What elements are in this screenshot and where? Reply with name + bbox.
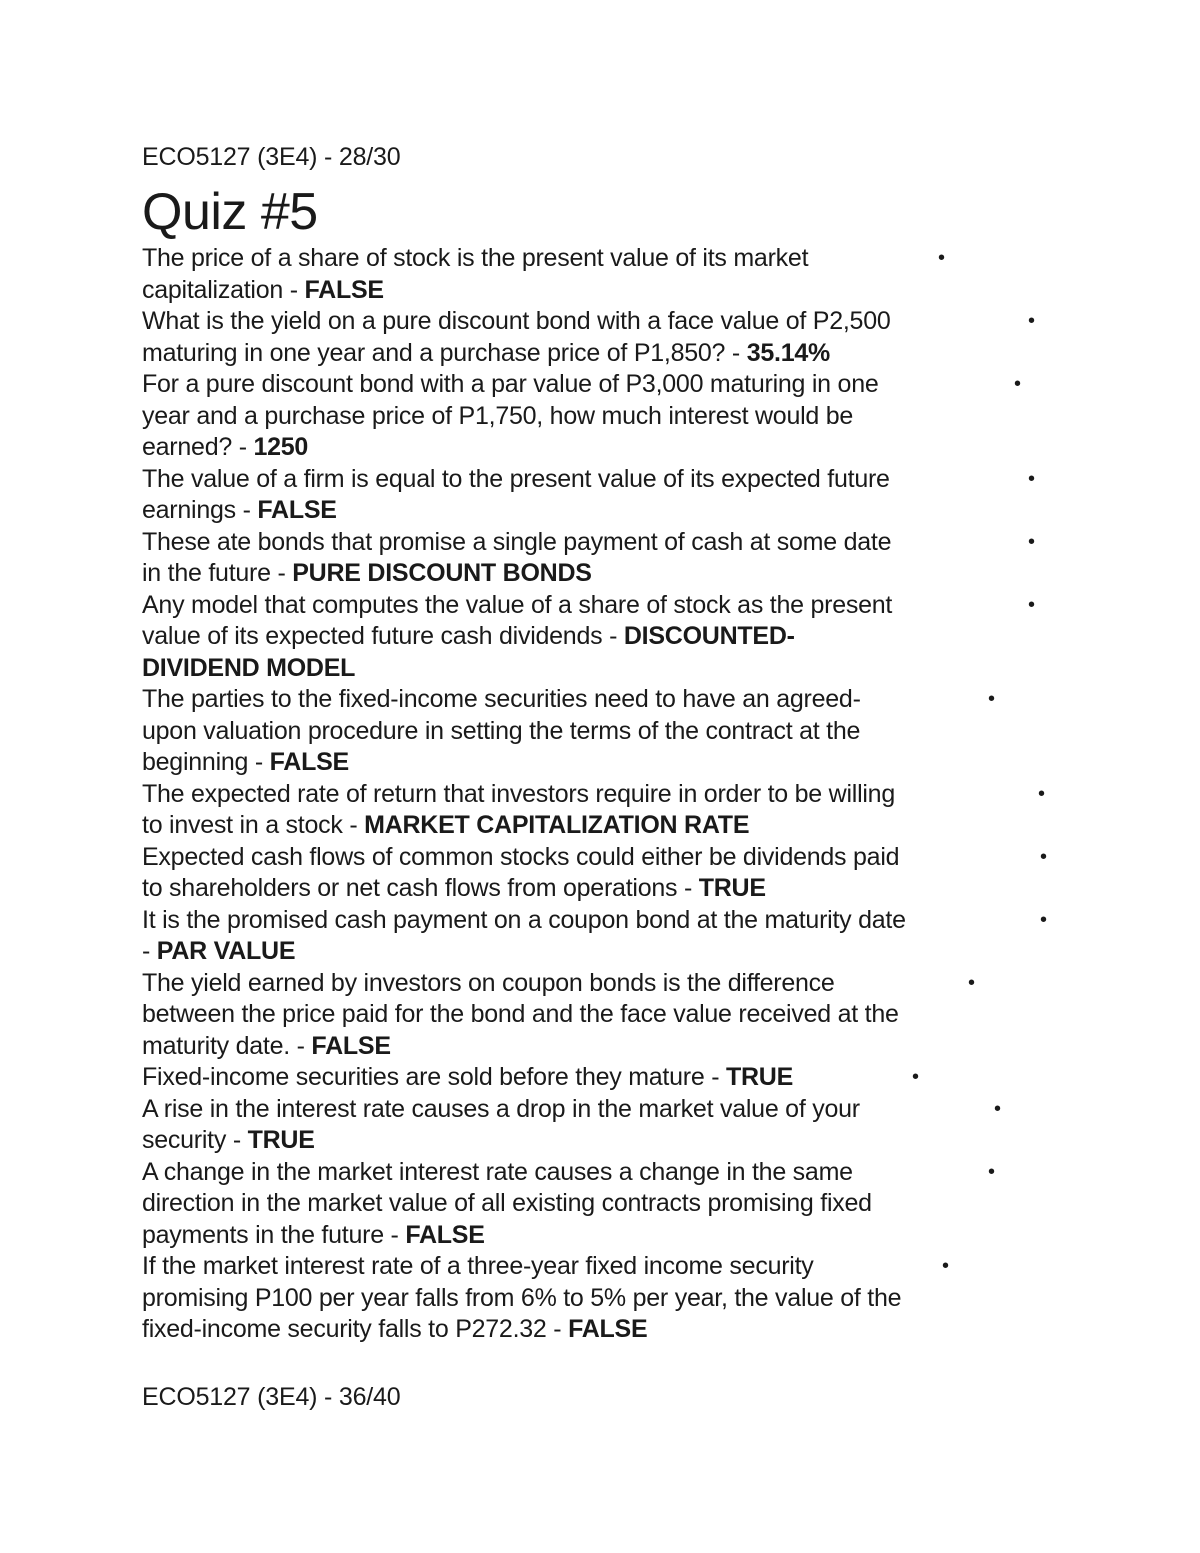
bullet-icon: •: [1028, 310, 1035, 332]
question-line: capitalization -: [142, 275, 305, 304]
question-line: between the price paid for the bond and the face value received at the: [142, 1000, 899, 1028]
answer-text: PURE DISCOUNT BONDS: [292, 559, 592, 587]
answer-text: 1250: [253, 433, 309, 461]
question-text: [142, 842, 1062, 905]
question-line: The value of a firm is equal to the present value of its expected future: [142, 464, 890, 493]
question-line: -: [142, 937, 157, 965]
question-text: [142, 905, 1062, 968]
question-line: beginning -: [142, 748, 270, 776]
question-line: The yield earned by investors on coupon bonds is the difference: [142, 968, 835, 997]
question-line: It is the promised cash payment on a coupon bond at the maturity date: [142, 905, 906, 934]
question-line: A rise in the interest rate causes a drop in the market value of your: [142, 1094, 860, 1123]
answer-text: FALSE: [311, 1031, 391, 1060]
question-line: If the market interest rate of a three-year fixed income security: [142, 1252, 814, 1280]
bullet-icon: •: [968, 971, 975, 994]
question-line: The price of a share of stock is the present value of its market: [142, 244, 809, 272]
question-line: to shareholders or net cash flows from operations -: [142, 874, 699, 902]
question-line: maturing in one year and a purchase price of P1,850? -: [142, 338, 747, 367]
list-item: [142, 1157, 1062, 1252]
question-text: [142, 779, 1062, 842]
bullet-icon: •: [1028, 530, 1035, 553]
answer-text: DISCOUNTED- DIVIDEND MODEL: [142, 622, 795, 682]
question-line: These ate bonds that promise a single payment of cash at some date: [142, 527, 892, 556]
question-text: [142, 1251, 1062, 1346]
question-line: promising P100 per year falls from 6% to 5% per year, the value of the: [142, 1283, 902, 1312]
question-line: value of its expected future cash dividends -: [142, 622, 624, 650]
list-item: [142, 1062, 1062, 1094]
question-text: [142, 464, 1062, 527]
answer-text: FALSE: [568, 1315, 648, 1343]
list-item: [142, 905, 1062, 968]
bullet-icon: •: [912, 1066, 919, 1088]
bullet-icon: •: [1038, 782, 1045, 805]
document-page: [142, 140, 1062, 1346]
question-line: A change in the market interest rate causes a change in the same: [142, 1157, 853, 1186]
question-line: What is the yield on a pure discount bond with a face value of P2,500: [142, 307, 891, 335]
question-line: The parties to the fixed-income securities need to have an agreed-: [142, 685, 861, 713]
question-text: [142, 1094, 1062, 1157]
list-item: [142, 684, 1062, 779]
bullet-icon: •: [1040, 845, 1047, 868]
list-item: [142, 306, 1062, 369]
question-line: payments in the future -: [142, 1220, 406, 1249]
question-text: [142, 1157, 1062, 1252]
question-line: year and a purchase price of P1,750, how much interest would be: [142, 401, 854, 430]
answer-text: PAR VALUE: [156, 937, 296, 965]
question-line: fixed-income security falls to P272.32 -: [142, 1315, 569, 1343]
list-item: [142, 369, 1062, 464]
question-line: The expected rate of return that investors require in order to be willing: [142, 779, 895, 808]
question-text: [142, 684, 1062, 779]
bullet-icon: •: [942, 1255, 949, 1277]
bullet-icon: •: [988, 1160, 995, 1183]
question-line: For a pure discount bond with a par value of P3,000 maturing in one: [142, 370, 879, 398]
question-line: security -: [142, 1126, 248, 1154]
question-line: upon valuation procedure in setting the terms of the contract at the: [142, 716, 861, 745]
question-line: earnings -: [142, 496, 258, 524]
answer-text: MARKET CAPITALIZATION RATE: [364, 811, 750, 839]
answer-text: FALSE: [257, 496, 337, 524]
list-item: [142, 590, 1062, 685]
question-text: [142, 968, 1062, 1063]
question-text: [142, 306, 1062, 369]
bullet-icon: •: [1014, 373, 1021, 395]
bullet-icon: •: [994, 1097, 1001, 1120]
answer-text: 35.14%: [746, 338, 830, 367]
list-item: [142, 1251, 1062, 1346]
answer-text: TRUE: [725, 1063, 794, 1091]
course-code-footer: ECO5127 (3E4) - 36/40: [142, 1383, 401, 1411]
bullet-icon: •: [1028, 467, 1035, 490]
bullet-icon: •: [938, 247, 945, 269]
question-text: [142, 243, 1062, 306]
answer-text: FALSE: [304, 275, 384, 304]
answer-text: FALSE: [405, 1220, 485, 1249]
list-item: [142, 779, 1062, 842]
answer-text: TRUE: [247, 1126, 315, 1154]
list-item: [142, 243, 1062, 306]
question-text: [142, 369, 1062, 464]
question-text: [142, 1062, 1062, 1094]
list-item: [142, 968, 1062, 1063]
bullet-icon: •: [1028, 593, 1035, 616]
list-item: [142, 842, 1062, 905]
list-item: [142, 464, 1062, 527]
bullet-icon: •: [1040, 908, 1047, 931]
question-text: [142, 590, 1062, 685]
question-answer-list: [142, 243, 1062, 1346]
question-line: Expected cash flows of common stocks could either be dividends paid: [142, 842, 900, 871]
question-text: [142, 527, 1062, 590]
question-line: Any model that computes the value of a share of stock as the present: [142, 590, 893, 619]
list-item: [142, 1094, 1062, 1157]
bullet-icon: •: [988, 688, 995, 710]
question-line: to invest in a stock -: [142, 811, 365, 839]
course-code-header: ECO5127 (3E4) - 28/30: [142, 143, 401, 171]
quiz-title: Quiz #5: [142, 183, 318, 241]
question-line: earned? -: [142, 433, 254, 461]
question-line: maturity date. -: [142, 1031, 312, 1060]
question-line: in the future -: [142, 559, 293, 587]
answer-text: FALSE: [269, 748, 349, 776]
answer-text: TRUE: [698, 874, 766, 902]
list-item: [142, 527, 1062, 590]
question-line: Fixed-income securities are sold before they mature -: [142, 1063, 726, 1091]
question-line: direction in the market value of all existing contracts promising fixed: [142, 1189, 872, 1217]
